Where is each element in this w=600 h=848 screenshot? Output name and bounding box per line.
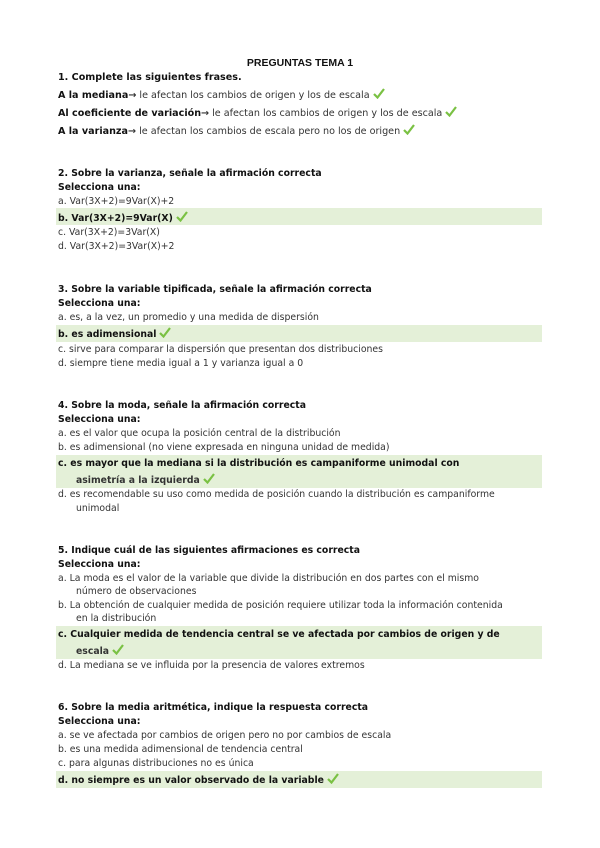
q1-item-mediana xyxy=(58,88,385,102)
q4-option-b: b. es adimensional (no viene expresada en ninguna unidad de medida) xyxy=(58,442,390,453)
q4-heading: 4. Sobre la moda, señale la afirmación correcta xyxy=(58,400,306,411)
q5-option-a-line2: número de observaciones xyxy=(76,586,197,597)
q6-heading: 6. Sobre la media aritmética, indique la respuesta correcta xyxy=(58,702,369,713)
q1-item-coeficiente xyxy=(58,106,457,120)
q2-heading: 2. Sobre la varianza, señale la afirmación correcta xyxy=(58,168,322,179)
q6-option-d-text: d. no siempre es un valor observado de la variable xyxy=(58,775,324,786)
check-icon xyxy=(445,106,457,117)
check-icon xyxy=(203,473,215,484)
q3-option-b-text: b. es adimensional xyxy=(58,329,157,340)
q3-option-b xyxy=(58,327,171,341)
check-icon xyxy=(327,773,339,784)
arrow-icon: → xyxy=(127,126,137,137)
q3-heading: 3. Sobre la variable tipificada, señale la afirmación correcta xyxy=(58,284,372,295)
q2-option-b xyxy=(58,211,188,225)
arrow-icon: → xyxy=(128,90,137,101)
q2-option-b-text: b. Var(3X+2)=9Var(X) xyxy=(58,213,173,224)
q4-option-d-line1: d. es recomendable su uso como medida de posición cuando la distribución es campaniforme xyxy=(58,489,495,500)
q5-heading: 5. Indique cuál de las siguientes afirmaciones es correcta xyxy=(58,545,361,556)
q6-option-c: c. para algunas distribuciones no es única xyxy=(58,758,254,769)
q1-term: Al coeficiente de variación xyxy=(58,108,202,119)
q1-term: A la mediana xyxy=(58,90,129,101)
q3-option-a: a. es, a la vez, un promedio y una medida de dispersión xyxy=(58,312,319,323)
q3-option-c: c. sirve para comparar la dispersión que presentan dos distribuciones xyxy=(58,344,383,355)
q2-prompt: Selecciona una: xyxy=(58,182,141,193)
q2-option-c: c. Var(3X+2)=3Var(X) xyxy=(58,227,160,238)
q4-option-c-text: asimetría a la izquierda xyxy=(76,475,200,486)
q5-option-c-line1: c. Cualquier medida de tendencia central se ve afectada por cambios de origen y de xyxy=(58,629,500,640)
q5-prompt: Selecciona una: xyxy=(58,559,141,570)
check-icon xyxy=(373,88,385,99)
q4-option-c-line1: c. es mayor que la mediana si la distribución es campaniforme unimodal con xyxy=(58,458,460,469)
q5-option-a-line1: a. La moda es el valor de la variable que divide la distribución en dos partes con el mismo xyxy=(58,573,479,584)
q5-option-d: d. La mediana se ve influida por la presencia de valores extremos xyxy=(58,660,365,671)
q4-option-d-line2: unimodal xyxy=(76,503,120,514)
q3-prompt: Selecciona una: xyxy=(58,298,141,309)
page-title: PREGUNTAS TEMA 1 xyxy=(246,57,354,69)
q5-option-b-line1: b. La obtención de cualquier medida de posición requiere utilizar toda la información contenida xyxy=(58,600,503,611)
check-icon xyxy=(159,327,171,338)
q6-option-b: b. es una medida adimensional de tendencia central xyxy=(58,744,303,755)
q1-text: le afectan los cambios de origen y los de escala xyxy=(209,108,443,119)
arrow-icon: → xyxy=(201,108,210,119)
q5-option-c-line2 xyxy=(76,644,124,658)
q6-option-d xyxy=(58,773,339,787)
check-icon xyxy=(176,211,188,222)
q1-term: A la varianza xyxy=(58,126,128,137)
q4-prompt: Selecciona una: xyxy=(58,414,141,425)
q4-option-a: a. es el valor que ocupa la posición central de la distribución xyxy=(58,428,341,439)
q5-option-b-line2: en la distribución xyxy=(76,613,157,624)
check-icon xyxy=(403,124,415,135)
q2-option-d: d. Var(3X+2)=3Var(X)+2 xyxy=(58,241,175,252)
q1-text: le afectan los cambios de origen y los de escala xyxy=(136,90,370,101)
q2-option-a: a. Var(3X+2)=9Var(X)+2 xyxy=(58,196,175,207)
q6-option-a: a. se ve afectada por cambios de origen pero no por cambios de escala xyxy=(58,730,392,741)
q5-option-c-text: escala xyxy=(76,646,110,657)
q1-text: le afectan los cambios de escala pero no los de origen xyxy=(136,126,401,137)
q1-item-varianza xyxy=(58,124,415,138)
q3-option-d: d. siempre tiene media igual a 1 y varianza igual a 0 xyxy=(58,358,304,369)
q1-heading: 1. Complete las siguientes frases. xyxy=(58,72,242,83)
q4-option-c-line2 xyxy=(76,473,215,487)
q6-prompt: Selecciona una: xyxy=(58,716,141,727)
check-icon xyxy=(112,644,124,655)
